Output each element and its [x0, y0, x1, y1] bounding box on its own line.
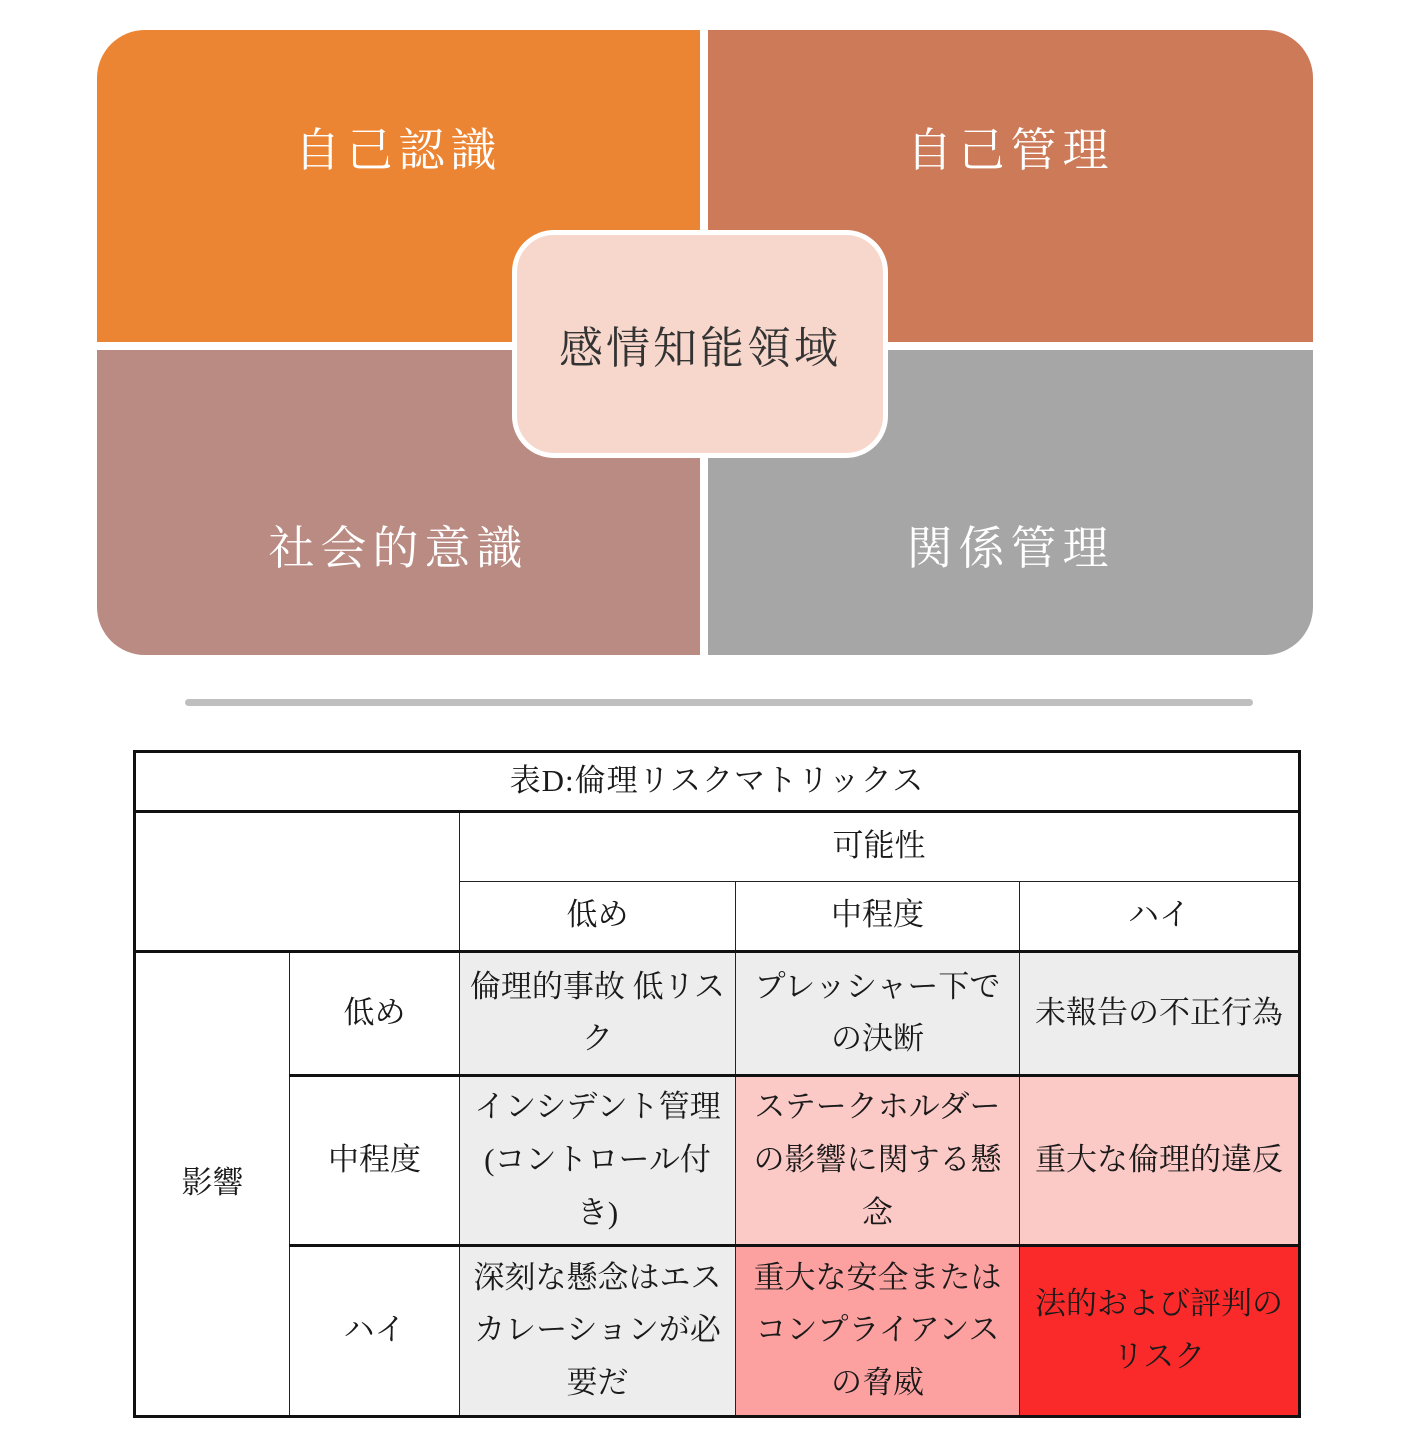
col-header-medium: 中程度: [736, 881, 1020, 951]
row-header-low: 低め: [290, 951, 460, 1075]
quadrant-label-relationship-management: 関係管理: [906, 522, 1115, 574]
col-header-low: 低め: [460, 881, 736, 951]
matrix-cell-high-high: 法的および評判のリスク: [1020, 1245, 1300, 1416]
matrix-cell-low-low: 倫理的事故 低リスク: [460, 951, 736, 1075]
matrix-cell-high-low: 深刻な懸念はエスカレーションが必要だ: [460, 1245, 736, 1416]
matrix-cell-high-medium: 重大な安全またはコンプライアンスの脅威: [736, 1245, 1020, 1416]
quadrant-label-self-management: 自己管理: [906, 124, 1115, 176]
matrix-cell-low-medium: プレッシャー下での決断: [736, 951, 1020, 1075]
likelihood-group-header: 可能性: [460, 811, 1300, 881]
matrix-cell-medium-medium: ステークホルダーの影響に関する懸念: [736, 1075, 1020, 1245]
row-header-high: ハイ: [290, 1245, 460, 1416]
diagram-center-label: 感情知能領域: [559, 324, 841, 373]
diagram-center-box: [512, 230, 888, 458]
emotional-intelligence-diagram: [97, 30, 1313, 655]
impact-group-header: 影響: [135, 951, 290, 1416]
col-header-high: ハイ: [1020, 881, 1300, 951]
risk-matrix-table: [133, 750, 1301, 1418]
matrix-cell-medium-high: 重大な倫理的違反: [1020, 1075, 1300, 1245]
row-header-medium: 中程度: [290, 1075, 460, 1245]
quadrant-label-social-awareness: 社会的意識: [268, 522, 529, 574]
matrix-cell-low-high: 未報告の不正行為: [1020, 951, 1300, 1075]
section-divider: [185, 699, 1253, 706]
quadrant-label-self-awareness: 自己認識: [294, 124, 503, 176]
header-corner-empty-cell: [135, 811, 460, 951]
table-title: 表D:倫理リスクマトリックス: [135, 752, 1300, 812]
matrix-cell-medium-low: インシデント管理(コントロール付き): [460, 1075, 736, 1245]
ethics-risk-matrix: [133, 750, 1301, 1418]
